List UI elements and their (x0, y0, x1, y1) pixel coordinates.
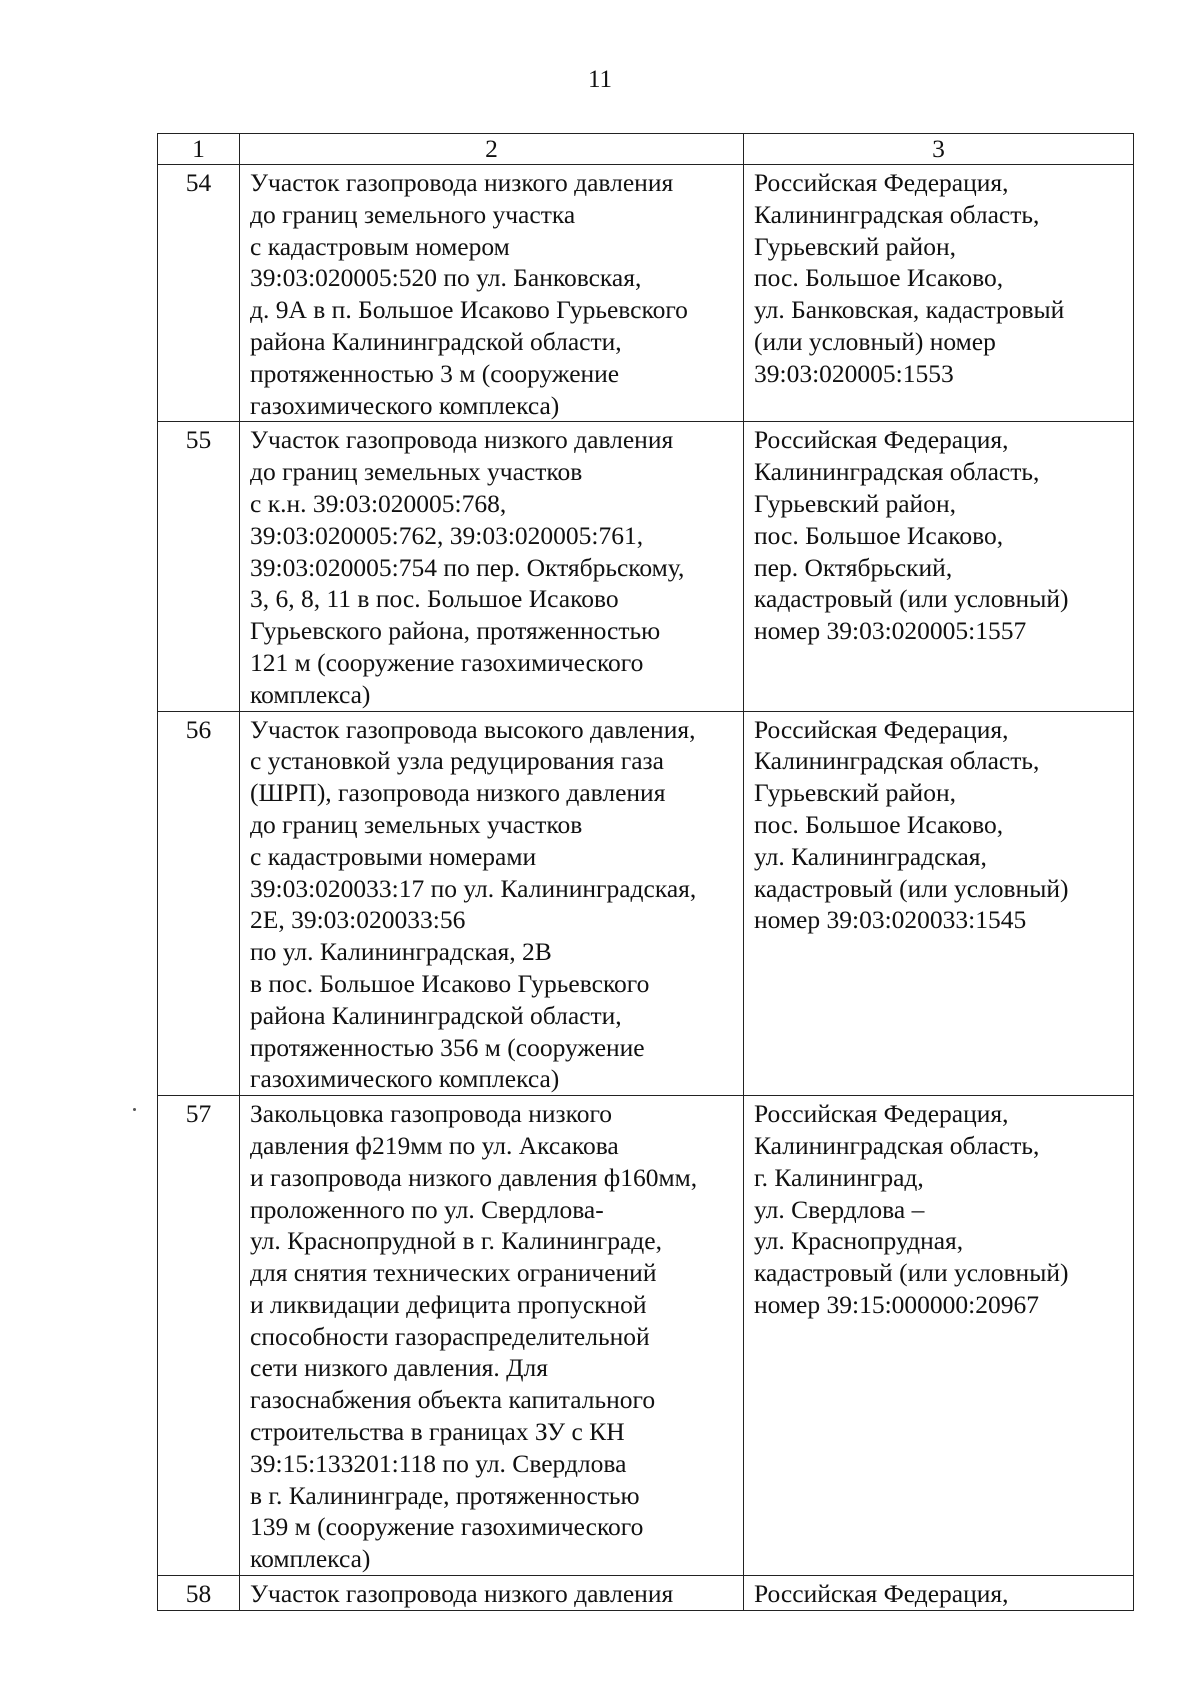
location-line: Калининградская область, (754, 746, 1040, 776)
registry-table (157, 133, 1134, 1611)
description-line: с кадастровым номером (250, 231, 510, 261)
description-line: Участок газопровода низкого давления (250, 1579, 674, 1609)
description-line: с установкой узла редуцирования газа (250, 746, 664, 776)
description-line: и ликвидации дефицита пропускной (250, 1289, 647, 1319)
location-line: пос. Большое Исаково, (754, 263, 1004, 293)
location-line: ул. Краснопрудная, (754, 1226, 964, 1256)
page-number: 11 (587, 66, 613, 93)
description-line: Участок газопровода низкого давления (250, 168, 674, 197)
table-row (158, 165, 1134, 422)
location-line: г. Калининград, (754, 1162, 924, 1192)
object-location-cell (744, 422, 1134, 711)
location-line: номер 39:15:000000:20967 (754, 1289, 1039, 1319)
row-number: 56 (158, 711, 240, 1096)
description-line: в г. Калининграде, протяженностью (250, 1480, 640, 1510)
description-line: комплекса) (250, 679, 371, 709)
object-description-cell (240, 422, 744, 711)
location-line: номер 39:03:020005:1557 (754, 616, 1027, 646)
location-line: номер 39:03:020033:1545 (754, 905, 1027, 935)
location-line: ул. Свердлова – (754, 1194, 925, 1224)
location-line: Гурьевский район, (754, 488, 956, 518)
location-line: кадастровый (или условный) (754, 873, 1069, 903)
object-description-cell (240, 1576, 744, 1611)
table-row (158, 1096, 1134, 1576)
description-line: строительства в границах ЗУ с КН (250, 1417, 625, 1447)
description-line: в пос. Большое Исаково Гурьевского (250, 968, 650, 998)
description-line: комплекса) (250, 1544, 371, 1574)
description-line: района Калининградской области, (250, 1000, 622, 1030)
description-line: до границ земельного участка (250, 199, 576, 229)
description-line: способности газораспределительной (250, 1321, 650, 1351)
object-description-cell (240, 1096, 744, 1576)
object-location-cell (744, 711, 1134, 1096)
row-number: 55 (158, 422, 240, 711)
location-line: Гурьевский район, (754, 231, 956, 261)
description-line: с кадастровыми номерами (250, 841, 537, 871)
scan-speck (133, 1108, 136, 1111)
description-line: по ул. Калининградская, 2В (250, 937, 552, 967)
description-line: Участок газопровода низкого давления (250, 425, 674, 455)
description-line: 2Е, 39:03:020033:56 (250, 905, 466, 935)
table-row (158, 1576, 1134, 1611)
location-line: пос. Большое Исаково, (754, 520, 1004, 550)
registry-table-body (158, 134, 1134, 1611)
description-line: района Калининградской области, (250, 326, 622, 356)
description-line: до границ земельных участков (250, 809, 583, 839)
description-line: проложенного по ул. Свердлова- (250, 1194, 604, 1224)
description-line: протяженностью 356 м (сооружение (250, 1032, 645, 1062)
location-line: кадастровый (или условный) (754, 1258, 1069, 1288)
description-line: 3, 6, 8, 11 в пос. Большое Исаково (250, 584, 619, 614)
location-line: ул. Банковская, кадастровый (754, 295, 1065, 325)
description-line: давления ф219мм по ул. Аксакова (250, 1130, 619, 1160)
object-location-cell (744, 165, 1134, 422)
location-line: Калининградская область, (754, 1130, 1040, 1160)
column-header-description: 2 (240, 134, 744, 165)
description-line: газохимического комплекса) (250, 1064, 560, 1094)
column-header-location: 3 (744, 134, 1134, 165)
description-line: газоснабжения объекта капитального (250, 1385, 656, 1415)
table-row (158, 711, 1134, 1096)
object-description-cell (240, 711, 744, 1096)
description-line: 39:03:020005:754 по пер. Октябрьскому, (250, 552, 685, 582)
location-line: пер. Октябрьский, (754, 552, 953, 582)
description-line: до границ земельных участков (250, 457, 583, 487)
row-number: 58 (158, 1576, 240, 1611)
description-line: с к.н. 39:03:020005:768, (250, 488, 507, 518)
object-description-cell (240, 165, 744, 422)
description-line: 39:03:020005:762, 39:03:020005:761, (250, 520, 644, 550)
description-line: и газопровода низкого давления ф160мм, (250, 1162, 698, 1192)
location-line: кадастровый (или условный) (754, 584, 1069, 614)
description-line: протяженностью 3 м (сооружение (250, 358, 620, 388)
description-line: Участок газопровода высокого давления, (250, 714, 696, 744)
description-line: для снятия технических ограничений (250, 1258, 657, 1288)
row-number: 57 (158, 1096, 240, 1576)
description-line: 121 м (сооружение газохимического (250, 647, 644, 677)
description-line: (ШРП), газопровода низкого давления (250, 778, 666, 808)
table-row (158, 422, 1134, 711)
description-line: 139 м (сооружение газохимического (250, 1512, 644, 1542)
location-line: ул. Калининградская, (754, 841, 987, 871)
object-location-cell (744, 1576, 1134, 1611)
location-line: Российская Федерация, (754, 425, 1009, 455)
object-location-cell (744, 1096, 1134, 1576)
description-line: газохимического комплекса) (250, 390, 560, 420)
description-line: 39:15:133201:118 по ул. Свердлова (250, 1448, 627, 1478)
description-line: Закольцовка газопровода низкого (250, 1099, 613, 1129)
description-line: Гурьевского района, протяженностью (250, 616, 661, 646)
row-number: 54 (158, 165, 240, 422)
description-line: 39:03:020005:520 по ул. Банковская, (250, 263, 642, 293)
location-line: Гурьевский район, (754, 778, 956, 808)
location-line: Российская Федерация, (754, 1579, 1009, 1609)
location-line: Российская Федерация, (754, 168, 1009, 197)
description-line: д. 9А в п. Большое Исаково Гурьевского (250, 295, 688, 325)
location-line: Российская Федерация, (754, 714, 1009, 744)
location-line: Калининградская область, (754, 457, 1040, 487)
description-line: 39:03:020033:17 по ул. Калининградская, (250, 873, 697, 903)
location-line: Российская Федерация, (754, 1099, 1009, 1129)
column-header-number: 1 (158, 134, 240, 165)
table-header-row (158, 134, 1134, 165)
location-line: 39:03:020005:1553 (754, 358, 954, 388)
description-line: сети низкого давления. Для (250, 1353, 548, 1383)
location-line: (или условный) номер (754, 326, 996, 356)
description-line: ул. Краснопрудной в г. Калининграде, (250, 1226, 662, 1256)
location-line: Калининградская область, (754, 199, 1040, 229)
location-line: пос. Большое Исаково, (754, 809, 1004, 839)
